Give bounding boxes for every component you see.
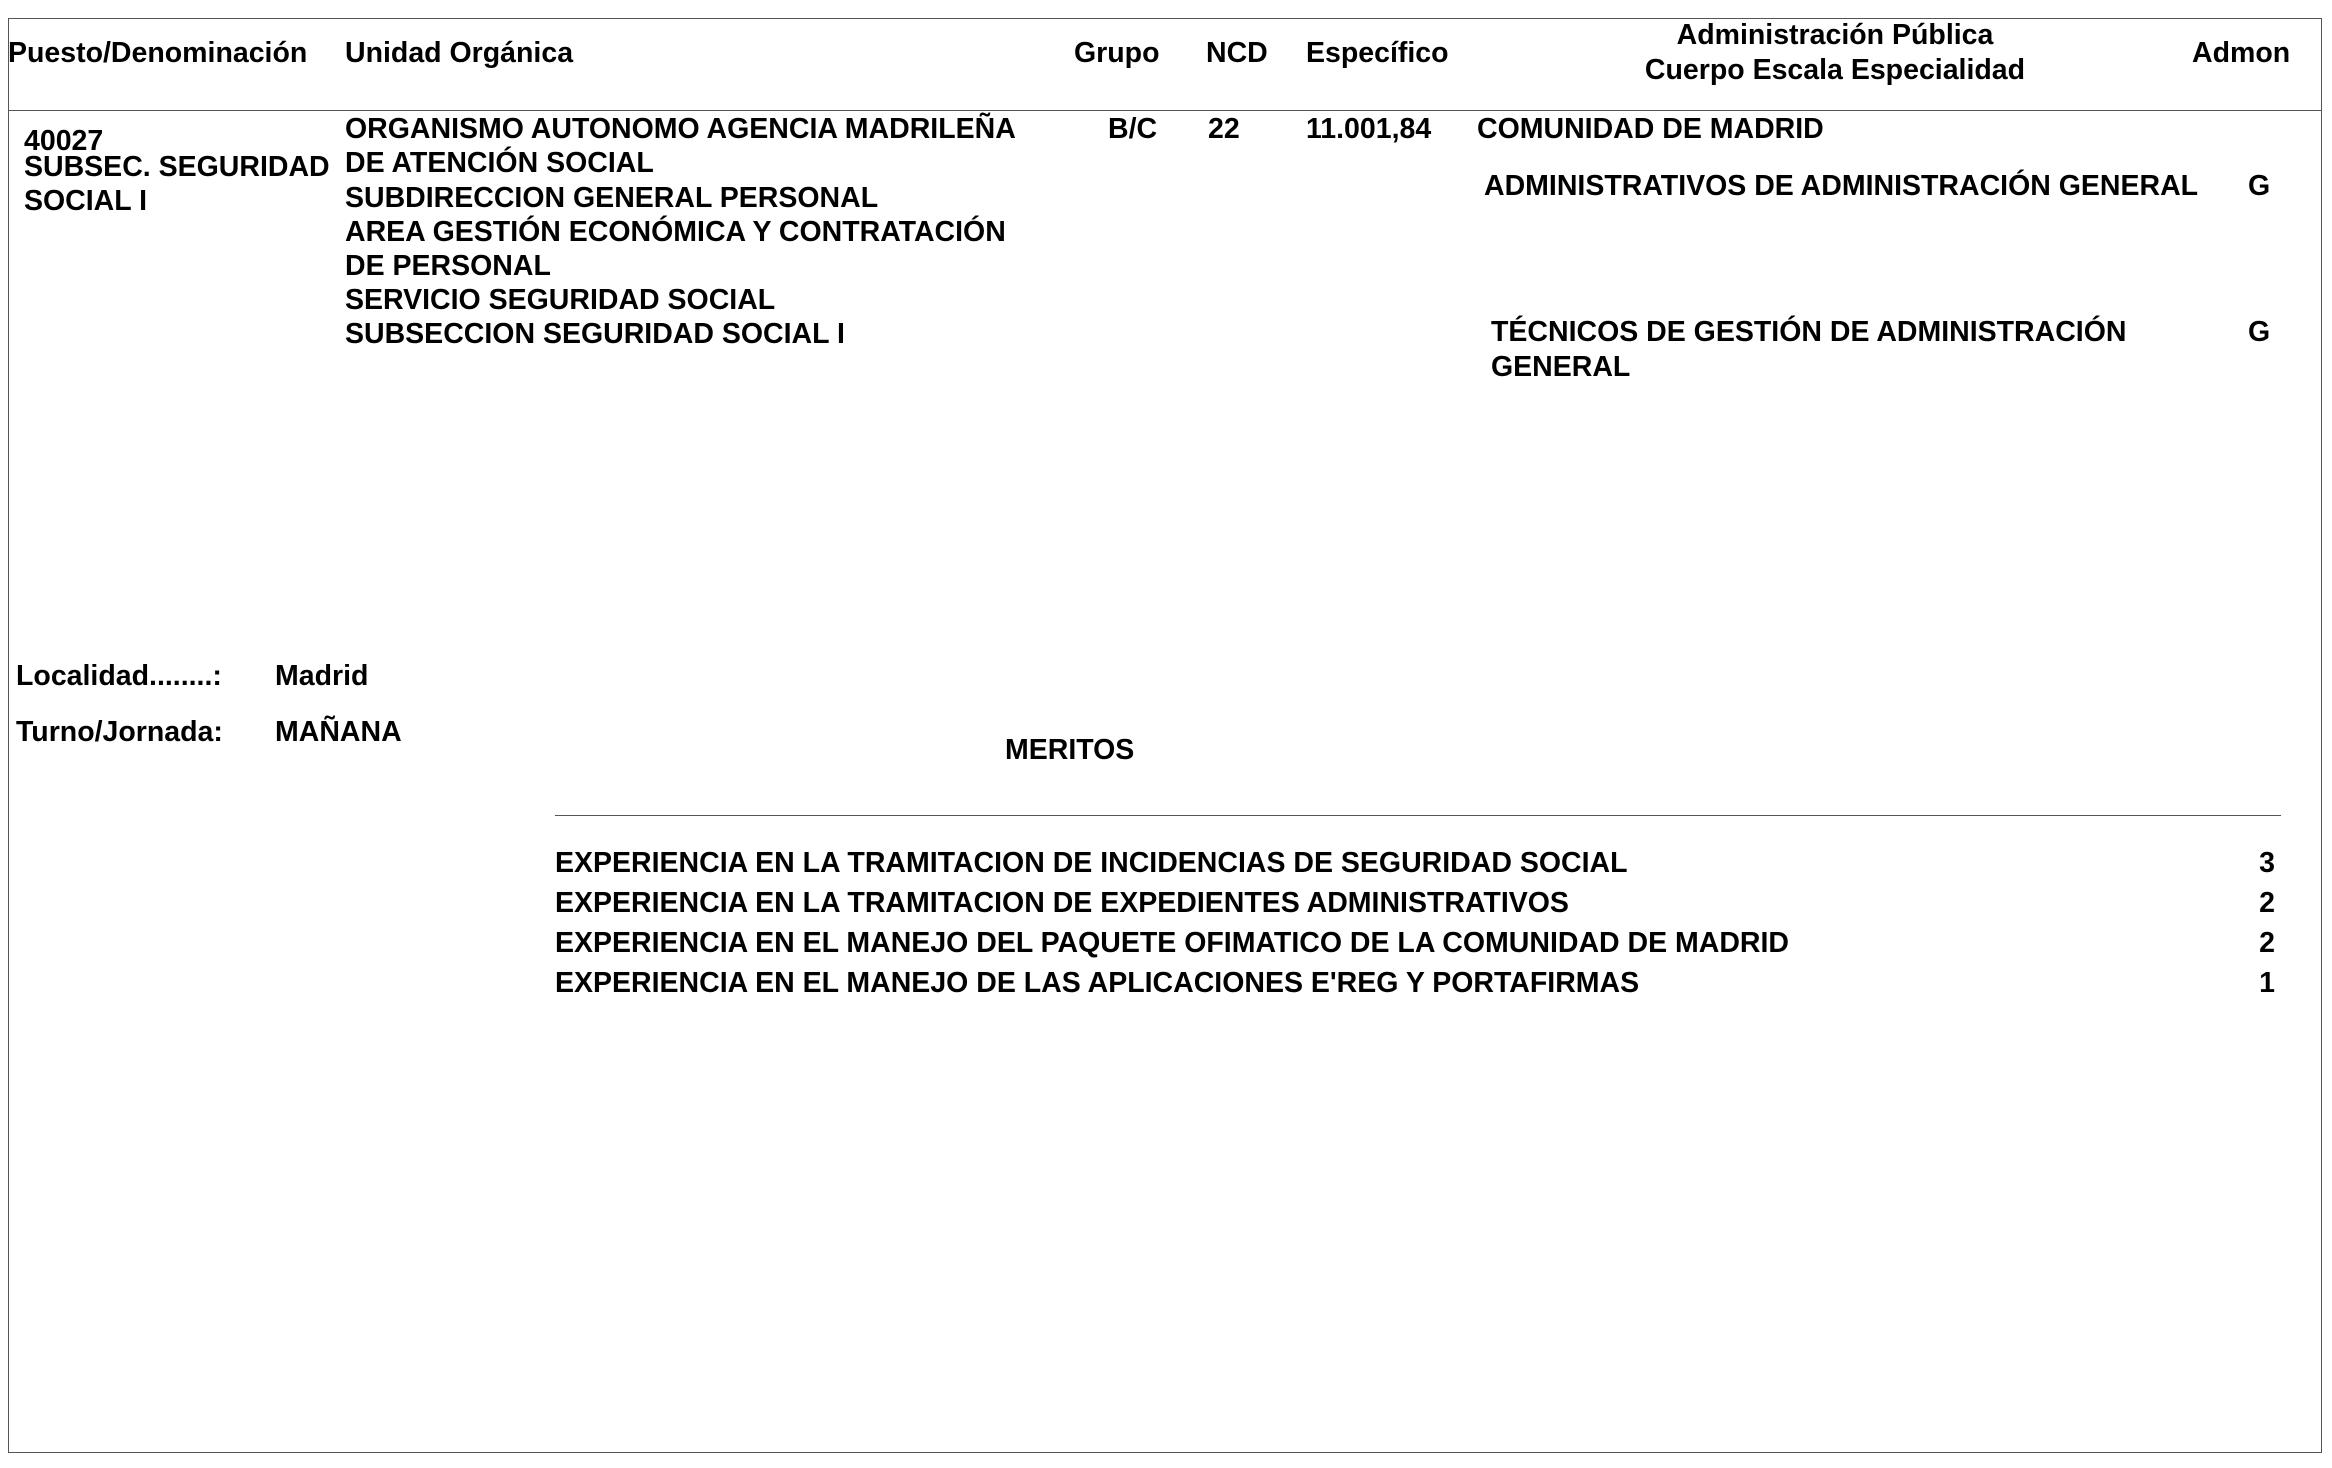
header-divider	[8, 110, 2322, 111]
header-admin-publica: Administración Pública	[1676, 19, 1994, 51]
unidad-line: SUBDIRECCION GENERAL PERSONAL	[345, 182, 879, 214]
cuerpo-2-admon: G	[2248, 316, 2271, 348]
admin-entidad: COMUNIDAD DE MADRID	[1477, 113, 1824, 145]
puesto-codigo: 40027	[24, 125, 104, 157]
merit-desc: EXPERIENCIA EN EL MANEJO DE LAS APLICACIONES E'REG Y PORTAFIRMAS	[555, 967, 1640, 999]
header-cuerpo-escala: Cuerpo Escala Especialidad	[1644, 54, 2026, 86]
cuerpo-1-admon: G	[2248, 170, 2271, 202]
unidad-line: DE ATENCIÓN SOCIAL	[345, 147, 654, 179]
merit-row	[555, 883, 2275, 923]
cuerpo-1: ADMINISTRATIVOS DE ADMINISTRACIÓN GENERAL	[1484, 170, 2199, 202]
merit-row	[555, 963, 2275, 1003]
merit-desc: EXPERIENCIA EN LA TRAMITACION DE INCIDENCIAS DE SEGURIDAD SOCIAL	[555, 847, 1628, 879]
puesto-denominacion-2: SOCIAL I	[24, 185, 147, 217]
unidad-line: SUBSECCION SEGURIDAD SOCIAL I	[345, 318, 845, 350]
cuerpo-2-line2: GENERAL	[1491, 351, 1631, 383]
header-grupo: Grupo	[1074, 37, 1160, 69]
unidad-line: SERVICIO SEGURIDAD SOCIAL	[345, 284, 776, 316]
merit-points: 3	[2259, 847, 2275, 879]
header-unidad: Unidad Orgánica	[345, 37, 574, 69]
merit-row	[555, 923, 2275, 963]
merit-desc: EXPERIENCIA EN LA TRAMITACION DE EXPEDIENTES ADMINISTRATIVOS	[555, 887, 1569, 919]
especifico-value: 11.001,84	[1306, 113, 1432, 145]
merit-points: 1	[2259, 967, 2275, 999]
unidad-line: AREA GESTIÓN ECONÓMICA Y CONTRATACIÓN	[345, 216, 1006, 248]
unidad-line: ORGANISMO AUTONOMO AGENCIA MADRILEÑA	[345, 113, 1016, 145]
puesto-denominacion-1: SUBSEC. SEGURIDAD	[24, 151, 330, 183]
merit-row	[555, 843, 2275, 883]
ncd-value: 22	[1208, 113, 1240, 145]
unidad-line: DE PERSONAL	[345, 250, 551, 282]
header-puesto: Puesto/Denominación	[8, 37, 308, 69]
turno-value: MAÑANA	[275, 716, 402, 748]
localidad-value: Madrid	[275, 660, 369, 692]
grupo-value: B/C	[1108, 113, 1158, 145]
localidad-label: Localidad........:	[16, 660, 222, 692]
meritos-divider	[555, 815, 2281, 816]
merit-points: 2	[2259, 927, 2275, 959]
merit-desc: EXPERIENCIA EN EL MANEJO DEL PAQUETE OFIMATICO DE LA COMUNIDAD DE MADRID	[555, 927, 1790, 959]
header-especifico: Específico	[1306, 37, 1449, 69]
header-ncd: NCD	[1206, 37, 1268, 69]
turno-label: Turno/Jornada:	[16, 716, 223, 748]
cuerpo-2: TÉCNICOS DE GESTIÓN DE ADMINISTRACIÓN	[1491, 316, 2127, 348]
merit-points: 2	[2259, 887, 2275, 919]
meritos-title: MERITOS	[1005, 734, 1135, 766]
header-admon: Admon	[2192, 37, 2291, 69]
